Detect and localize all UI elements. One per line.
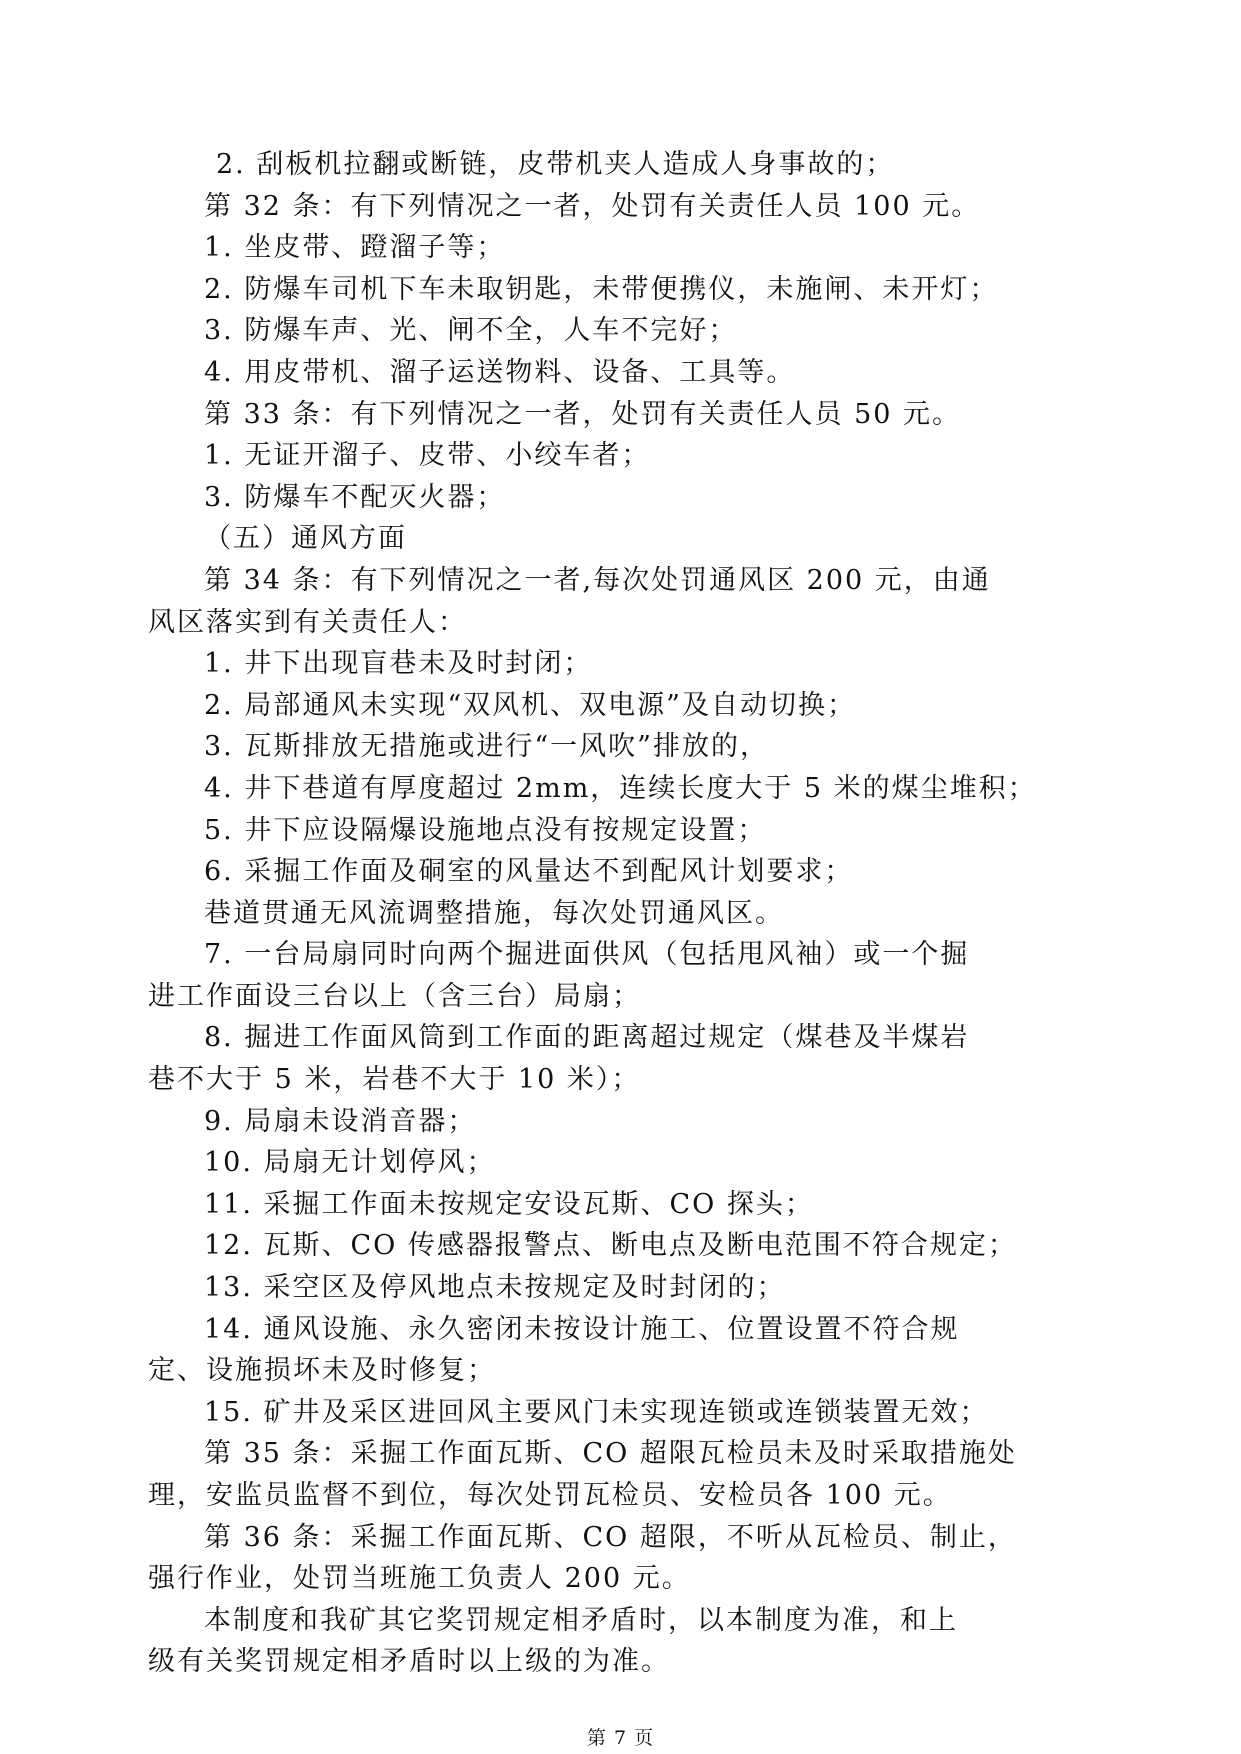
text-line: 6. 采掘工作面及硐室的风量达不到配风计划要求； bbox=[204, 856, 854, 888]
page-number: 第 7 页 bbox=[586, 1727, 655, 1749]
text-line: 2. 局部通风未实现“双风机、双电源”及自动切换； bbox=[204, 689, 856, 721]
article-32: 第 32 条：有下列情况之一者，处罚有关责任人员 100 元。 bbox=[204, 190, 981, 222]
text-line: 巷道贯通无风流调整措施，每次处罚通风区。 bbox=[204, 897, 784, 929]
text-line: 定、设施损坏未及时修复； bbox=[148, 1355, 496, 1387]
article-36: 第 36 条：采掘工作面瓦斯、CO 超限，不听从瓦检员、制止， bbox=[204, 1521, 1017, 1553]
text-line: 15. 矿井及采区进回风主要风门未实现连锁或连锁装置无效； bbox=[204, 1396, 989, 1428]
text-line: 13. 采空区及停风地点未按规定及时封闭的； bbox=[204, 1272, 786, 1304]
text-line: 5. 井下应设隔爆设施地点没有按规定设置； bbox=[204, 814, 767, 846]
article-35: 第 35 条：采掘工作面瓦斯、CO 超限瓦检员未及时采取措施处 bbox=[204, 1438, 1017, 1470]
text-line: 9. 局扇未设消音器； bbox=[204, 1105, 477, 1137]
text-line: 2. 防爆车司机下车未取钥匙，未带便携仪，未施闸、未开灯； bbox=[204, 273, 999, 305]
text-line: 级有关奖罚规定相矛盾时以上级的为准。 bbox=[148, 1646, 670, 1678]
text-line: 2. 刮板机拉翻或断链，皮带机夹人造成人身事故的； bbox=[216, 149, 895, 180]
text-line: 1. 无证开溜子、皮带、小绞车者； bbox=[204, 440, 651, 472]
document-body bbox=[148, 144, 1088, 1683]
text-line: 10. 局扇无计划停风； bbox=[204, 1147, 496, 1179]
text-line: 12. 瓦斯、CO 传感器报警点、断电点及断电范围不符合规定； bbox=[204, 1230, 1017, 1262]
text-line: 4. 用皮带机、溜子运送物料、设备、工具等。 bbox=[204, 356, 796, 388]
section-heading-ventilation: （五）通风方面 bbox=[204, 523, 407, 555]
text-line: 3. 防爆车不配灭火器； bbox=[204, 481, 506, 513]
text-line: 风区落实到有关责任人： bbox=[148, 606, 467, 638]
text-line: 3. 防爆车声、光、闸不全，人车不完好； bbox=[204, 315, 738, 347]
closing-paragraph: 本制度和我矿其它奖罚规定相矛盾时，以本制度为准，和上 bbox=[204, 1604, 958, 1636]
text-line: 3. 瓦斯排放无措施或进行“一风吹”排放的， bbox=[204, 731, 769, 763]
article-33: 第 33 条：有下列情况之一者，处罚有关责任人员 50 元。 bbox=[204, 398, 962, 430]
text-line: 1. 井下出现盲巷未及时封闭； bbox=[204, 648, 593, 680]
text-line: 7. 一台局扇同时向两个掘进面供风（包括甩风袖）或一个掘 bbox=[204, 939, 970, 971]
article-34: 第 34 条：有下列情况之一者,每次处罚通风区 200 元，由通 bbox=[204, 564, 991, 596]
text-line: 理，安监员监督不到位，每次处罚瓦检员、安检员各 100 元。 bbox=[148, 1480, 952, 1511]
text-line: 强行作业，处罚当班施工负责人 200 元。 bbox=[148, 1563, 691, 1595]
text-line: 巷不大于 5 米，岩巷不大于 10 米）； bbox=[148, 1064, 641, 1096]
text-line: 8. 掘进工作面风筒到工作面的距离超过规定（煤巷及半煤岩 bbox=[204, 1022, 970, 1054]
text-line: 11. 采掘工作面未按规定安设瓦斯、CO 探头； bbox=[204, 1188, 814, 1220]
text-line: 进工作面设三台以上（含三台）局扇； bbox=[148, 980, 641, 1012]
text-line: 14. 通风设施、永久密闭未按设计施工、位置设置不符合规 bbox=[204, 1313, 960, 1345]
text-line: 4. 井下巷道有厚度超过 2mm，连续长度大于 5 米的煤尘堆积； bbox=[204, 772, 1037, 804]
text-line: 1. 坐皮带、蹬溜子等； bbox=[204, 232, 506, 264]
